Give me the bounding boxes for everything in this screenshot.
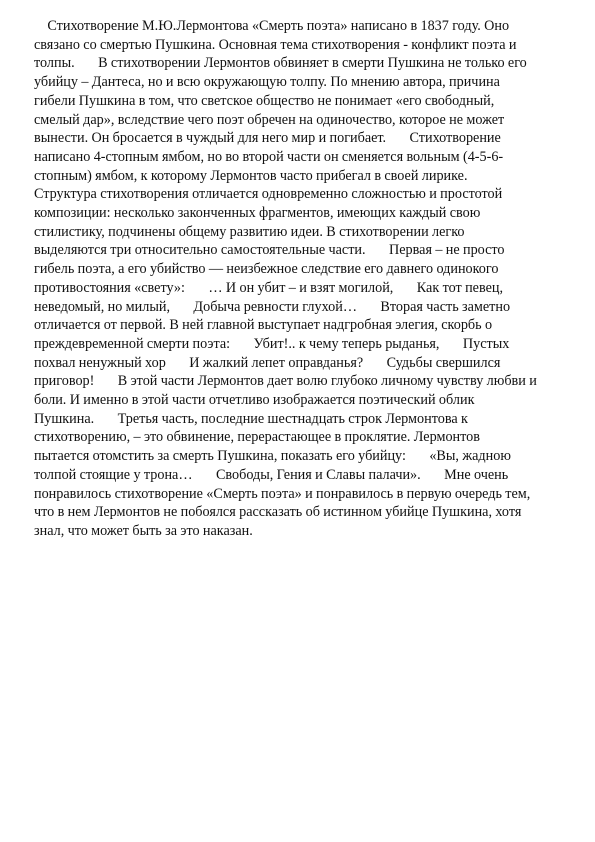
text-line: похвал ненужный хор И жалкий лепет оправданья? Судьбы свершился — [34, 354, 501, 371]
text-line: отличается от первой. В ней главной выступает надгробная элегия, скорбь о — [34, 317, 493, 334]
text-line: вынести. Он бросается в чуждый для него мир и погибает. Стихотворение — [34, 130, 501, 147]
text-line: смелый дар», вследствие чего поэт обречен на одиночество, которое не может — [34, 111, 505, 128]
text-line: стопным) ямбом, к которому Лермонтов часто прибегал в своей лирике. — [34, 167, 468, 184]
text-line: гибель поэта, а его убийство — неизбежное следствие его давнего одинокого — [34, 261, 499, 278]
text-line: противостояния «свету»: … И он убит – и взят могилой, Как тот певец, — [34, 279, 504, 296]
text-line: стилистику, подчинены общему развитию идеи. В стихотворении легко — [34, 223, 465, 240]
text-line: выделяются три относительно самостоятельные части. Первая – не просто — [34, 242, 505, 259]
text-line: написано 4-стопным ямбом, но во второй части он сменяется вольным (4-5-6- — [34, 148, 504, 165]
text-line: приговор! В этой части Лермонтов дает волю глубоко личному чувству любви и — [34, 373, 537, 390]
text-line: толпой стоящие у трона… Свободы, Гения и Славы палачи». Мне очень — [34, 466, 509, 483]
text-line: Пушкина. Третья часть, последние шестнадцать строк Лермонтова к — [34, 410, 468, 427]
text-line: гибели Пушкина в том, что светское общество не понимает «его свободный, — [34, 92, 495, 109]
text-line: неведомый, но милый, Добыча ревности глухой… Вторая часть заметно — [34, 298, 511, 315]
text-line: понравилось стихотворение «Смерть поэта» и понравилось в первую очередь тем, — [34, 485, 531, 502]
text-line: боли. И именно в этой части отчетливо изображается поэтический облик — [34, 392, 475, 409]
text-line: преждевременной смерти поэта: Убит!.. к чему теперь рыданья, Пустых — [34, 335, 510, 352]
text-line: убийцу – Дантеса, но и всю окружающую толпу. По мнению автора, причина — [34, 74, 500, 91]
text-line: Стихотворение М.Ю.Лермонтова «Смерть поэта» написано в 1837 году. Оно — [34, 18, 510, 34]
essay-text — [34, 17, 562, 541]
text-line: Структура стихотворения отличается одновременно сложностью и простотой — [34, 186, 503, 203]
text-line: стихотворению, – это обвинение, перерастающее в проклятие. Лермонтов — [34, 429, 480, 446]
text-line: связано со смертью Пушкина. Основная тема стихотворения - конфликт поэта и — [34, 36, 517, 53]
text-line: пытается отомстить за смерть Пушкина, показать его убийцу: «Вы, жадною — [34, 448, 511, 465]
text-line: что в нем Лермонтов не побоялся рассказать об истинном убийце Пушкина, хотя — [34, 504, 522, 521]
text-line: знал, что может быть за это наказан. — [34, 522, 253, 539]
text-line: композиции: несколько законченных фрагментов, имеющих каждый свою — [34, 205, 481, 222]
text-line: толпы. В стихотворении Лермонтов обвиняет в смерти Пушкина не только его — [34, 55, 527, 72]
